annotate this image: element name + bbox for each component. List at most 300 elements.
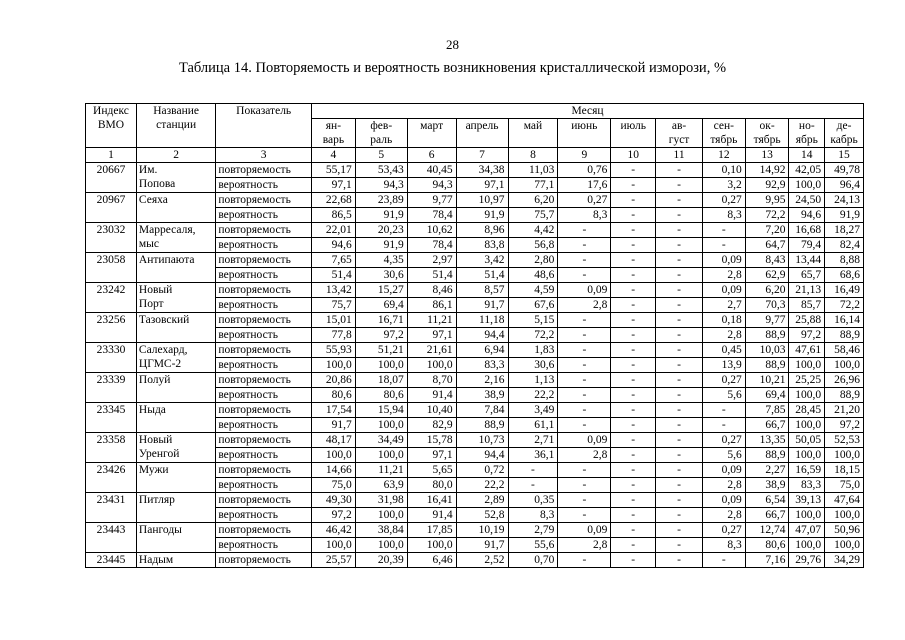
table-caption: Таблица 14. Повторяемость и вероятность возникновения кристаллической изморози, % <box>178 60 727 76</box>
table-cell: - <box>656 463 703 478</box>
table-cell: 22,2 <box>508 388 558 403</box>
table-cell: 38,9 <box>456 388 508 403</box>
station-name <box>136 433 215 463</box>
month-header <box>558 119 611 148</box>
table-row <box>86 163 864 178</box>
month-header <box>407 119 456 148</box>
table-cell: 75,7 <box>508 208 558 223</box>
table-cell: 0,09 <box>702 493 745 508</box>
table-row <box>86 403 864 418</box>
table-cell: 31,98 <box>355 493 407 508</box>
table-cell: 97,1 <box>456 178 508 193</box>
indicator-label: вероятность <box>216 478 312 493</box>
station-index: 23445 <box>86 553 137 568</box>
table-cell: - <box>558 328 611 343</box>
table-cell: 10,19 <box>456 523 508 538</box>
table-cell: 100,0 <box>355 508 407 523</box>
month-header-line1: ян- <box>325 120 342 132</box>
table-cell: 9,77 <box>745 313 789 328</box>
table-cell: 6,20 <box>508 193 558 208</box>
table-cell: 11,18 <box>456 313 508 328</box>
header-index-line2: ВМО <box>97 119 125 131</box>
table-cell: 0,27 <box>558 193 611 208</box>
table-cell: - <box>611 178 656 193</box>
table-cell: 72,2 <box>745 208 789 223</box>
table-cell: 22,68 <box>312 193 356 208</box>
month-header-line2: варь <box>322 134 345 146</box>
month-header-line2: кабрь <box>830 134 858 146</box>
table-cell: - <box>558 358 611 373</box>
indicator-label: повторяемость <box>216 163 312 178</box>
table-cell: 30,6 <box>355 268 407 283</box>
indicator-label: вероятность <box>216 418 312 433</box>
indicator-label: повторяемость <box>216 553 312 568</box>
table-cell: 38,84 <box>355 523 407 538</box>
table-cell: - <box>558 493 611 508</box>
table-cell: 20,86 <box>312 373 356 388</box>
table-cell: - <box>558 553 611 568</box>
table-cell: 16,59 <box>789 463 825 478</box>
table-cell: - <box>611 478 656 493</box>
table-cell: 100,0 <box>789 538 825 553</box>
table-cell: 29,76 <box>789 553 825 568</box>
table-cell: 94,6 <box>789 208 825 223</box>
table-cell: 88,9 <box>745 328 789 343</box>
table-cell: 77,1 <box>508 178 558 193</box>
table-cell: 82,9 <box>407 418 456 433</box>
table-cell: 16,49 <box>825 283 864 298</box>
station-name <box>136 313 215 343</box>
table-cell: - <box>656 178 703 193</box>
indicator-label: повторяемость <box>216 523 312 538</box>
indicator-label: вероятность <box>216 268 312 283</box>
station-name <box>136 193 215 223</box>
table-cell: 4,35 <box>355 253 407 268</box>
table-cell: 53,43 <box>355 163 407 178</box>
table-cell: 7,85 <box>745 403 789 418</box>
table-cell: 34,38 <box>456 163 508 178</box>
header-index-line1: Индекс <box>93 105 129 117</box>
table-cell: - <box>611 208 656 223</box>
table-cell: 91,4 <box>407 508 456 523</box>
table-cell: 0,27 <box>702 523 745 538</box>
table-cell: - <box>656 283 703 298</box>
table-cell: 0,45 <box>702 343 745 358</box>
table-cell: 91,7 <box>312 418 356 433</box>
month-header <box>656 119 703 148</box>
table-cell: 91,9 <box>355 208 407 223</box>
table-cell: 8,3 <box>558 208 611 223</box>
table-cell: 15,27 <box>355 283 407 298</box>
table-cell: 58,46 <box>825 343 864 358</box>
table-cell: - <box>702 238 745 253</box>
table-cell: 94,3 <box>355 178 407 193</box>
table-cell: - <box>558 508 611 523</box>
table-cell: 10,97 <box>456 193 508 208</box>
table-cell: 8,46 <box>407 283 456 298</box>
table-cell: 2,97 <box>407 253 456 268</box>
table-cell: 46,42 <box>312 523 356 538</box>
station-name-line2: ЦГМС-2 <box>138 358 182 370</box>
table-cell: 5,65 <box>407 463 456 478</box>
table-cell: 97,2 <box>355 328 407 343</box>
table-cell: - <box>656 523 703 538</box>
station-name-line1: Тазовский <box>138 314 190 326</box>
table-cell: 72,2 <box>825 298 864 313</box>
table-cell: - <box>611 283 656 298</box>
table-cell: - <box>656 208 703 223</box>
column-number: 14 <box>789 148 825 163</box>
table-cell: - <box>656 388 703 403</box>
table-cell: 75,0 <box>312 478 356 493</box>
indicator-label: повторяемость <box>216 313 312 328</box>
table-cell: 91,4 <box>407 388 456 403</box>
table-cell: 88,9 <box>825 388 864 403</box>
table-row <box>86 463 864 478</box>
table-cell: 79,4 <box>789 238 825 253</box>
table-cell: - <box>656 253 703 268</box>
indicator-label: повторяемость <box>216 343 312 358</box>
table-row <box>86 343 864 358</box>
table-cell: 80,6 <box>312 388 356 403</box>
table-cell: - <box>611 223 656 238</box>
month-header-line2: тябрь <box>710 134 738 146</box>
table-cell: - <box>656 538 703 553</box>
month-header-line1: март <box>420 120 444 132</box>
table-cell: 0,09 <box>558 283 611 298</box>
station-index: 23431 <box>86 493 137 523</box>
table-cell: 70,3 <box>745 298 789 313</box>
table-cell: 51,4 <box>456 268 508 283</box>
station-name-line2: мыс <box>138 238 160 250</box>
table-cell: 52,53 <box>825 433 864 448</box>
indicator-label: вероятность <box>216 178 312 193</box>
table-cell: 91,9 <box>825 208 864 223</box>
table-cell: 10,03 <box>745 343 789 358</box>
table-cell: 97,1 <box>407 328 456 343</box>
table-cell: 16,41 <box>407 493 456 508</box>
table-cell: 0,10 <box>702 163 745 178</box>
table-cell: 88,9 <box>745 448 789 463</box>
table-cell: 80,0 <box>407 478 456 493</box>
table-cell: - <box>656 358 703 373</box>
table-row <box>86 553 864 568</box>
table-cell: 56,8 <box>508 238 558 253</box>
table-cell: 40,45 <box>407 163 456 178</box>
table-cell: 2,7 <box>702 298 745 313</box>
table-cell: 47,07 <box>789 523 825 538</box>
table-cell: - <box>656 268 703 283</box>
station-name <box>136 403 215 433</box>
station-name-line2: Попова <box>138 178 176 190</box>
table-cell: 0,72 <box>456 463 508 478</box>
table-cell: - <box>611 328 656 343</box>
indicator-label: вероятность <box>216 508 312 523</box>
table-cell: 0,09 <box>702 283 745 298</box>
table-cell: - <box>558 238 611 253</box>
table-cell: 21,61 <box>407 343 456 358</box>
table-cell: 9,95 <box>745 193 789 208</box>
table-cell: 69,4 <box>355 298 407 313</box>
month-header-line2: тябрь <box>753 134 781 146</box>
table-cell: - <box>558 388 611 403</box>
table-row <box>86 433 864 448</box>
table-cell: - <box>611 193 656 208</box>
table-cell: 47,61 <box>789 343 825 358</box>
station-name <box>136 163 215 193</box>
table-cell: 21,13 <box>789 283 825 298</box>
table-cell: - <box>656 223 703 238</box>
table-cell: - <box>702 403 745 418</box>
table-cell: 2,16 <box>456 373 508 388</box>
month-header <box>611 119 656 148</box>
table-cell: 22,01 <box>312 223 356 238</box>
table-cell: - <box>508 478 558 493</box>
table-cell: 17,85 <box>407 523 456 538</box>
table-cell: 66,7 <box>745 418 789 433</box>
table-cell: - <box>611 463 656 478</box>
station-name <box>136 223 215 253</box>
table-cell: 64,7 <box>745 238 789 253</box>
station-name-line1: Новый <box>138 434 173 446</box>
table-cell: - <box>702 418 745 433</box>
column-number: 2 <box>136 148 215 163</box>
table-cell: 28,45 <box>789 403 825 418</box>
table-cell: - <box>656 238 703 253</box>
table-cell: 2,89 <box>456 493 508 508</box>
table-cell: 72,2 <box>508 328 558 343</box>
table-cell: 36,1 <box>508 448 558 463</box>
table-cell: - <box>611 238 656 253</box>
station-name-line1: Ныда <box>138 404 166 416</box>
table-cell: 16,14 <box>825 313 864 328</box>
table-cell: 100,0 <box>312 538 356 553</box>
table-cell: 100,0 <box>312 358 356 373</box>
table-cell: 100,0 <box>789 388 825 403</box>
table-cell: - <box>611 163 656 178</box>
table-cell: 75,0 <box>825 478 864 493</box>
table-cell: 4,42 <box>508 223 558 238</box>
table-cell: - <box>611 448 656 463</box>
table-cell: 17,54 <box>312 403 356 418</box>
table-cell: - <box>558 463 611 478</box>
table-cell: - <box>656 403 703 418</box>
table-cell: 5,15 <box>508 313 558 328</box>
table-cell: 0,70 <box>508 553 558 568</box>
table-cell: 100,0 <box>825 358 864 373</box>
month-header-line1: май <box>523 120 543 132</box>
table-cell: 100,0 <box>355 358 407 373</box>
table-cell: 8,3 <box>702 538 745 553</box>
station-name <box>136 373 215 403</box>
table-cell: - <box>558 253 611 268</box>
table-cell: 50,96 <box>825 523 864 538</box>
table-cell: - <box>702 223 745 238</box>
table-cell: 51,4 <box>312 268 356 283</box>
table-cell: 7,65 <box>312 253 356 268</box>
station-index: 23345 <box>86 403 137 433</box>
table-cell: 2,27 <box>745 463 789 478</box>
column-numbers-row <box>86 148 864 163</box>
table-cell: - <box>611 268 656 283</box>
column-number: 1 <box>86 148 137 163</box>
table-cell: - <box>558 418 611 433</box>
table-cell: 42,05 <box>789 163 825 178</box>
table-cell: 26,96 <box>825 373 864 388</box>
table-cell: - <box>611 433 656 448</box>
table-cell: 18,07 <box>355 373 407 388</box>
month-header <box>508 119 558 148</box>
table-cell: 18,15 <box>825 463 864 478</box>
table-cell: - <box>558 478 611 493</box>
indicator-label: вероятность <box>216 208 312 223</box>
table-cell: 17,6 <box>558 178 611 193</box>
table-cell: 67,6 <box>508 298 558 313</box>
indicator-label: повторяемость <box>216 433 312 448</box>
station-name-line2: Порт <box>138 298 164 310</box>
table-cell: 75,7 <box>312 298 356 313</box>
table-cell: 100,0 <box>407 358 456 373</box>
table-cell: 10,73 <box>456 433 508 448</box>
table-cell: - <box>656 418 703 433</box>
table-cell: 39,13 <box>789 493 825 508</box>
indicator-label: повторяемость <box>216 223 312 238</box>
table-cell: 2,8 <box>702 268 745 283</box>
indicator-label: повторяемость <box>216 283 312 298</box>
station-name <box>136 493 215 523</box>
table-cell: 0,09 <box>702 253 745 268</box>
table-row <box>86 283 864 298</box>
table-cell: 48,17 <box>312 433 356 448</box>
table-cell: 25,57 <box>312 553 356 568</box>
column-number: 15 <box>825 148 864 163</box>
month-header <box>702 119 745 148</box>
table-cell: 1,13 <box>508 373 558 388</box>
header-indicator: Показатель <box>216 104 312 148</box>
station-name-line2: Уренгой <box>138 448 180 460</box>
table-cell: 3,42 <box>456 253 508 268</box>
table-cell: - <box>656 478 703 493</box>
table-cell: 13,44 <box>789 253 825 268</box>
table-cell: - <box>656 343 703 358</box>
table-cell: - <box>656 553 703 568</box>
table-cell: - <box>611 508 656 523</box>
table-cell: 86,1 <box>407 298 456 313</box>
month-header <box>355 119 407 148</box>
table-cell: 100,0 <box>825 448 864 463</box>
station-name <box>136 523 215 553</box>
indicator-label: повторяемость <box>216 463 312 478</box>
table-cell: 65,7 <box>789 268 825 283</box>
table-row <box>86 223 864 238</box>
table-cell: 24,50 <box>789 193 825 208</box>
table-cell: 21,20 <box>825 403 864 418</box>
table-cell: - <box>558 373 611 388</box>
table-cell: 97,1 <box>312 178 356 193</box>
table-cell: 61,1 <box>508 418 558 433</box>
table-cell: - <box>656 193 703 208</box>
table-cell: 83,3 <box>789 478 825 493</box>
table-cell: 83,8 <box>456 238 508 253</box>
header-month: Месяц <box>312 104 864 119</box>
table-cell: 38,9 <box>745 478 789 493</box>
station-index: 20967 <box>86 193 137 223</box>
table-cell: 15,94 <box>355 403 407 418</box>
table-cell: 100,0 <box>789 448 825 463</box>
table-row <box>86 253 864 268</box>
table-cell: - <box>656 373 703 388</box>
table-cell: - <box>611 493 656 508</box>
table-cell: 15,01 <box>312 313 356 328</box>
table-cell: 10,40 <box>407 403 456 418</box>
indicator-label: вероятность <box>216 538 312 553</box>
table-cell: 91,7 <box>456 538 508 553</box>
table-cell: - <box>611 553 656 568</box>
table-cell: 47,64 <box>825 493 864 508</box>
table-cell: 34,49 <box>355 433 407 448</box>
table-cell: - <box>611 523 656 538</box>
table-cell: 8,57 <box>456 283 508 298</box>
table-cell: 8,96 <box>456 223 508 238</box>
month-header-line1: фев- <box>370 120 393 132</box>
table-cell: 2,8 <box>702 478 745 493</box>
table-cell: 52,8 <box>456 508 508 523</box>
table-cell: 10,21 <box>745 373 789 388</box>
table-cell: - <box>611 373 656 388</box>
station-index: 23358 <box>86 433 137 463</box>
table-cell: - <box>702 553 745 568</box>
table-cell: 22,2 <box>456 478 508 493</box>
month-header-line1: июнь <box>571 120 598 132</box>
table-cell: 4,59 <box>508 283 558 298</box>
table-cell: 80,6 <box>745 538 789 553</box>
table-row <box>86 373 864 388</box>
table-cell: 0,27 <box>702 373 745 388</box>
table-cell: 88,9 <box>825 328 864 343</box>
month-header <box>789 119 825 148</box>
table-cell: 11,21 <box>355 463 407 478</box>
column-number: 8 <box>508 148 558 163</box>
station-name-line1: Питляр <box>138 494 175 506</box>
table-cell: 100,0 <box>789 358 825 373</box>
header-row-top <box>86 104 864 119</box>
header-station <box>136 104 215 148</box>
table-cell: 2,8 <box>558 298 611 313</box>
table-cell: 0,09 <box>702 463 745 478</box>
table-cell: 23,89 <box>355 193 407 208</box>
table-cell: 6,46 <box>407 553 456 568</box>
table-cell: 8,43 <box>745 253 789 268</box>
indicator-label: вероятность <box>216 358 312 373</box>
station-name-line1: Сеяха <box>138 194 168 206</box>
station-name <box>136 463 215 493</box>
table-cell: 0,76 <box>558 163 611 178</box>
table-cell: - <box>656 163 703 178</box>
month-header-line2: раль <box>370 134 393 146</box>
month-header <box>456 119 508 148</box>
table-cell: 51,21 <box>355 343 407 358</box>
table-cell: 20,39 <box>355 553 407 568</box>
table-cell: 100,0 <box>312 448 356 463</box>
table-cell: 48,6 <box>508 268 558 283</box>
table-cell: - <box>656 508 703 523</box>
table-cell: 2,8 <box>558 538 611 553</box>
month-header-line1: июль <box>620 120 646 132</box>
table-cell: 92,9 <box>745 178 789 193</box>
table-cell: 50,05 <box>789 433 825 448</box>
table-cell: 97,1 <box>407 448 456 463</box>
table-cell: - <box>558 223 611 238</box>
